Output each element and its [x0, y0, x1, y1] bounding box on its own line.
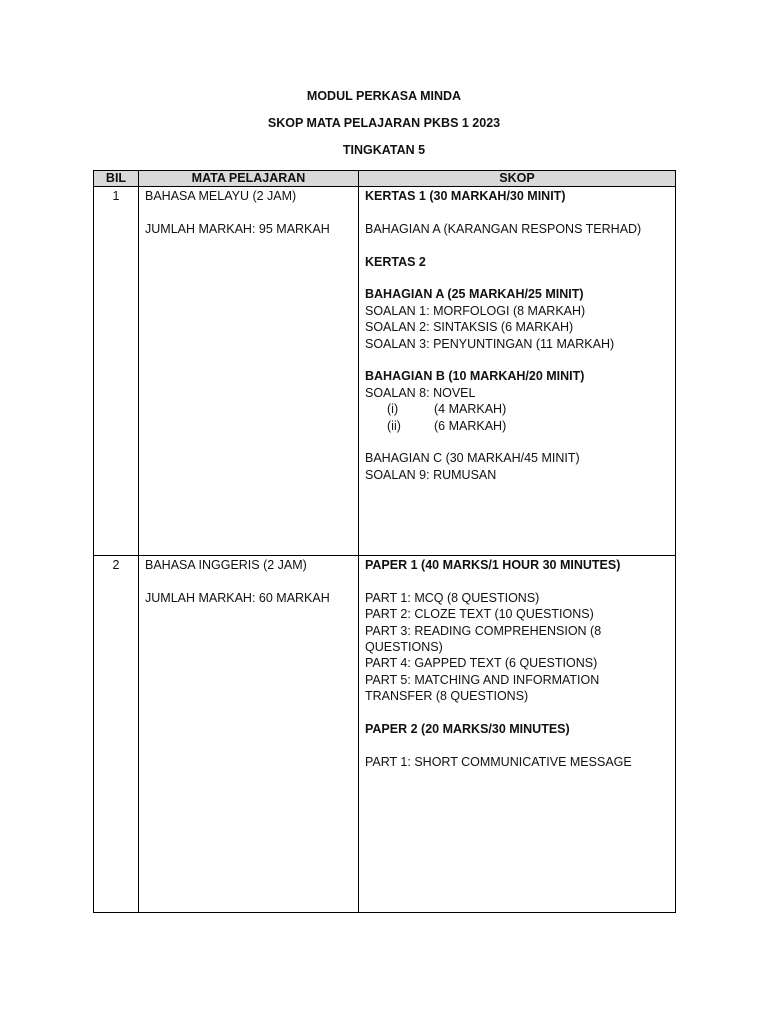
sub-item-number: (i)	[387, 402, 399, 417]
scope-line: SOALAN 2: SINTAKSIS (6 MARKAH)	[365, 320, 574, 335]
sub-item-number: (ii)	[387, 418, 401, 433]
scope-heading: BAHAGIAN A (25 MARKAH/25 MINIT)	[365, 287, 584, 302]
scope-heading: KERTAS 1 (30 MARKAH/30 MINIT)	[365, 189, 566, 203]
scope-heading: KERTAS 2	[365, 254, 426, 269]
scope-line: SOALAN 9: RUMUSAN	[365, 467, 497, 482]
total-marks: JUMLAH MARKAH: 60 MARKAH	[145, 590, 330, 605]
table-row	[94, 187, 676, 556]
scope-title: SKOP MATA PELAJARAN PKBS 1 2023	[267, 116, 501, 130]
column-header-bil: BIL	[94, 171, 139, 187]
scope-line: PART 5: MATCHING AND INFORMATION TRANSFER (8 QUESTIONS)	[365, 672, 600, 704]
scope-line: BAHAGIAN A (KARANGAN RESPONS TERHAD)	[365, 221, 642, 236]
row-number: 2	[94, 556, 139, 913]
scope-line: PART 1: SHORT COMMUNICATIVE MESSAGE	[365, 754, 632, 769]
scope-line: BAHAGIAN C (30 MARKAH/45 MINIT)	[365, 451, 580, 466]
scope-heading: BAHAGIAN B (10 MARKAH/20 MINIT)	[365, 369, 585, 384]
scope-line: PART 2: CLOZE TEXT (10 QUESTIONS)	[365, 607, 594, 622]
scope-line: SOALAN 1: MORFOLOGI (8 MARKAH)	[365, 303, 586, 318]
scope-line: PART 1: MCQ (8 QUESTIONS)	[365, 590, 540, 605]
scope-cell	[359, 187, 676, 556]
scope-table	[93, 170, 676, 913]
subject-cell	[139, 187, 359, 556]
scope-line: SOALAN 3: PENYUNTINGAN (11 MARKAH)	[365, 336, 615, 351]
table-header-row	[94, 171, 676, 187]
sub-item	[365, 401, 669, 417]
column-header-subject: MATA PELAJARAN	[139, 171, 359, 187]
scope-heading: PAPER 1 (40 MARKS/1 HOUR 30 MINUTES)	[365, 558, 621, 572]
sub-item	[365, 418, 669, 434]
subject-name: BAHASA MELAYU (2 JAM)	[145, 189, 297, 203]
table-row	[94, 556, 676, 913]
column-header-scope: SKOP	[359, 171, 676, 187]
subject-name: BAHASA INGGERIS (2 JAM)	[145, 558, 307, 572]
sub-item-marks: (6 MARKAH)	[434, 418, 507, 433]
scope-line: SOALAN 8: NOVEL	[365, 385, 476, 400]
scope-line: PART 3: READING COMPREHENSION (8 QUESTIONS)	[365, 623, 602, 655]
row-number: 1	[94, 187, 139, 556]
module-title: MODUL PERKASA MINDA	[306, 89, 462, 103]
scope-cell	[359, 556, 676, 913]
sub-item-marks: (4 MARKAH)	[434, 402, 507, 417]
scope-heading: PAPER 2 (20 MARKS/30 MINUTES)	[365, 722, 570, 737]
total-marks: JUMLAH MARKAH: 95 MARKAH	[145, 221, 330, 236]
subject-cell	[139, 556, 359, 913]
form-title: TINGKATAN 5	[342, 143, 426, 157]
document-header	[0, 88, 768, 169]
scope-line: PART 4: GAPPED TEXT (6 QUESTIONS)	[365, 656, 598, 671]
